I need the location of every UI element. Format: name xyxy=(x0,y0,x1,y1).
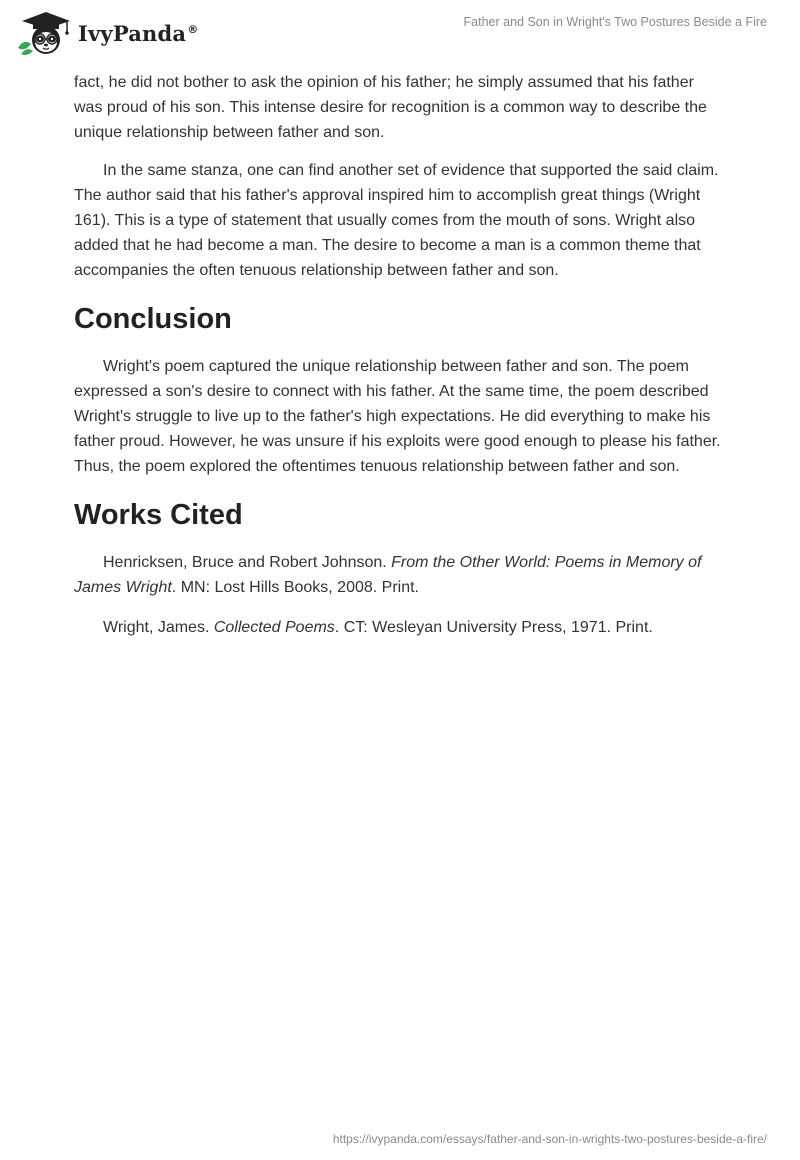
citation-publisher: . MN: Lost Hills Books, 2008. Print. xyxy=(171,579,419,596)
ivypanda-logo[interactable] xyxy=(14,8,198,56)
works-cited-heading: Works Cited xyxy=(74,499,243,531)
logo-wordmark: IvyPanda® xyxy=(78,20,199,46)
citation-title: From the Other World: Poems in Memory of James Wright xyxy=(74,554,702,596)
paragraph-continued: fact, he did not bother to ask the opinion of his father; he simply assumed that his father was proud of his son. This intense desire for recognition is a common way to describe the unique relationship between father and son. xyxy=(74,74,707,141)
citation-author: Wright, James. xyxy=(103,619,214,636)
citation-publisher: . CT: Wesleyan University Press, 1971. Print. xyxy=(334,619,653,636)
source-url-link[interactable]: https://ivypanda.com/essays/father-and-son-in-wrights-two-postures-beside-a-fire/ xyxy=(332,1132,767,1146)
citation-henricksen xyxy=(74,550,726,600)
page-header xyxy=(0,0,800,70)
conclusion-paragraph: Wright's poem captured the unique relationship between father and son. The poem expressed a son's desire to connect with his father. At the same time, the poem described Wright's struggle to live up to the father's high expectations. He did everything to make his father proud. However, he was unsure if his exploits were good enough to please his father. Thus, the poem explored the oftentimes tenuous relationship between father and son. xyxy=(74,358,721,475)
panda-graduate-icon xyxy=(14,8,74,56)
document-title: Father and Son in Wright's Two Postures Beside a Fire xyxy=(463,15,767,29)
registered-mark: ® xyxy=(187,22,199,36)
citation-author: Henricksen, Bruce and Robert Johnson. xyxy=(103,554,392,571)
citation-wright xyxy=(74,615,726,640)
conclusion-heading: Conclusion xyxy=(74,303,232,335)
paragraph-same-stanza: In the same stanza, one can find another set of evidence that supported the said claim. The author said that his father's approval inspired him to accomplish great things (Wright 161). This is a type of statement that usually comes from the mouth of sons. Wright also added that he had become a man. The desire to become a man is a common theme that accompanies the often tenuous relationship between father and son. xyxy=(74,162,719,279)
essay-content xyxy=(74,70,726,655)
citation-title: Collected Poems xyxy=(213,619,335,636)
